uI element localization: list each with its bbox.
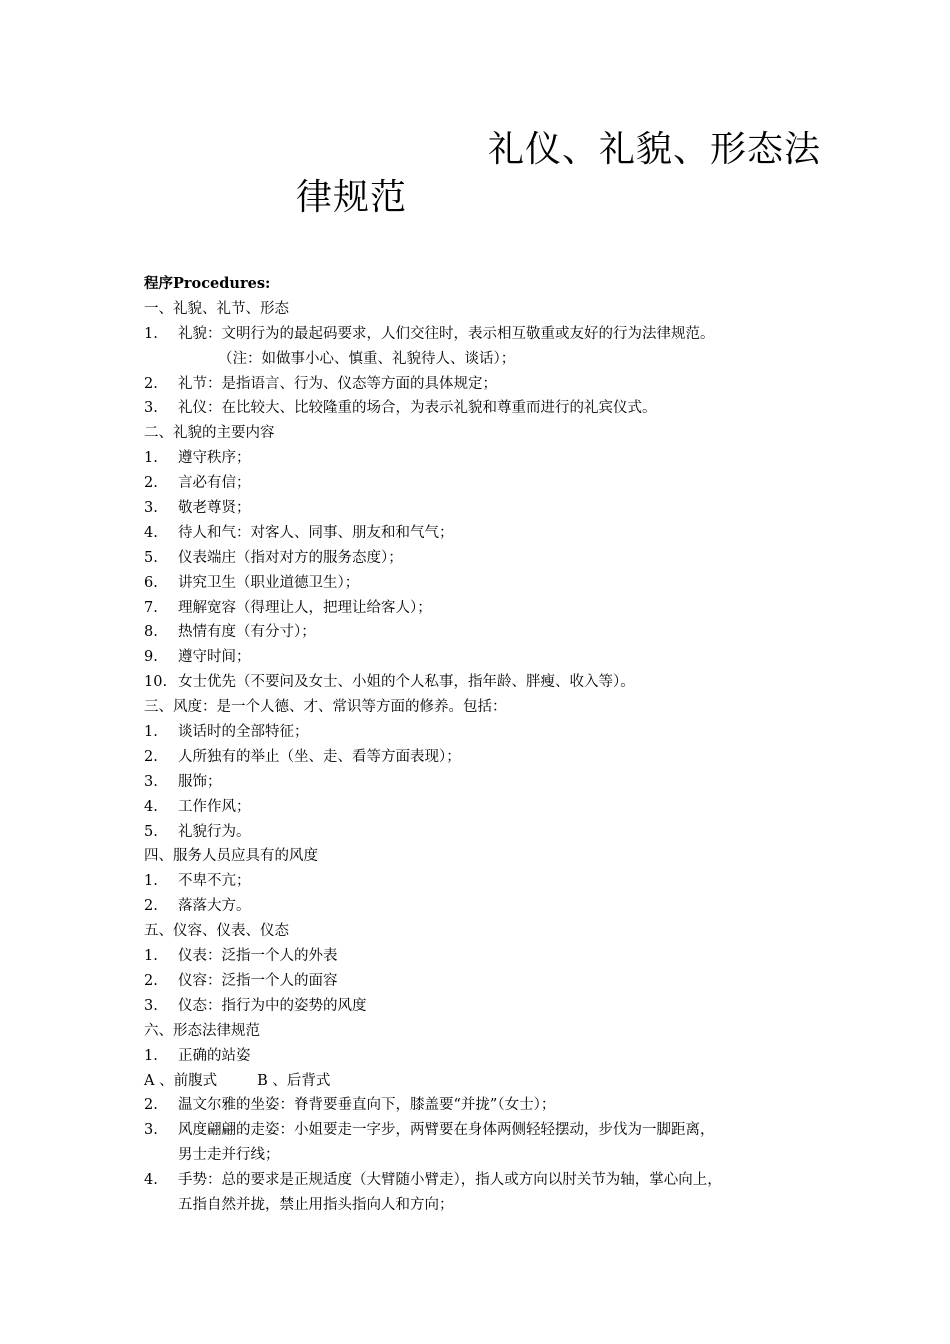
item-text: 遵守秩序； [178,450,251,467]
option-a: A 、前腹式 [144,1072,218,1089]
item-number: 2. [144,748,158,765]
item-number: 7. [144,599,158,616]
item-number: 2. [144,1097,158,1114]
item-text: 讲究卫生（职业道德卫生）； [178,574,360,591]
list-item [144,546,834,571]
item-number: 1. [144,873,158,890]
item-number: 10. [144,674,168,691]
list-item [144,446,834,471]
item-continuation: 男士走并行线； [178,1147,280,1164]
item-text: 人所独有的举止（坐、走、看等方面表现）； [178,748,461,765]
item-number: 3. [144,400,158,417]
item-number: 2. [144,375,158,392]
section-heading: 六、形态法律规范 [144,1022,260,1039]
list-item [144,645,834,670]
list-item [144,795,834,820]
item-text: 仪态：指行为中的姿势的风度 [178,997,367,1014]
item-number: 3. [144,997,158,1014]
item-number: 4. [144,798,158,815]
section-heading: 三、风度：是一个人德、才、常识等方面的修养。包括： [144,699,507,716]
item-text: 谈话时的全部特征； [178,724,309,741]
list-item [144,745,834,770]
item-note: （注：如做事小心、慎重、礼貌待人、谈话）； [218,350,516,367]
list-item [144,944,834,969]
item-number: 9. [144,649,158,666]
document-body [144,272,834,1218]
list-item [144,496,834,521]
item-number: 8. [144,624,158,641]
list-item [144,596,834,621]
item-text: 仪表端庄（指对对方的服务态度）； [178,549,403,566]
section-heading: 五、仪容、仪表、仪态 [144,923,289,940]
item-number: 1. [144,724,158,741]
list-item [144,322,834,347]
list-item [144,396,834,421]
item-text: 理解宽容（得理让人，把理让给客人）； [178,599,432,616]
item-text: 敬老尊贤； [178,500,251,517]
list-item [144,620,834,645]
item-text: 不卑不亢； [178,873,251,890]
item-text: 礼节：是指语言、行为、仪态等方面的具体规定； [178,375,497,392]
item-text: 热情有度（有分寸）； [178,624,316,641]
list-item [144,894,834,919]
item-text: 风度翩翩的走姿：小姐要走一字步，两臂要在身体两侧轻轻摆动，步伐为一脚距离， [178,1122,715,1139]
item-text: 礼貌：文明行为的最起码要求，人们交往时，表示相互敬重或友好的行为法律规范。 [178,325,715,342]
item-text: 言必有信； [178,475,251,492]
section-heading: 一、礼貌、礼节、形态 [144,300,289,317]
item-continuation: 五指自然并拢，禁止用指头指向人和方向； [178,1196,454,1213]
list-item [144,820,834,845]
item-text: 女士优先（不要问及女士、小姐的个人私事，指年龄、胖瘦、收入等）。 [178,674,635,691]
item-text: 手势：总的要求是正规适度（大臂随小臂走），指人或方向以肘关节为轴，掌心向上， [178,1172,722,1189]
item-number: 4. [144,524,158,541]
document-title-line-1: 礼仪、礼貌、形态法 [488,129,822,170]
item-text: 遵守时间； [178,649,251,666]
item-number: 5. [144,823,158,840]
list-item [144,372,834,397]
item-text: 礼貌行为。 [178,823,251,840]
list-item [144,969,834,994]
item-number: 1. [144,948,158,965]
item-number: 2. [144,972,158,989]
list-item [144,1044,834,1069]
item-text: 正确的站姿 [178,1047,251,1064]
list-item [144,471,834,496]
list-item [144,1093,834,1118]
list-item [144,994,834,1019]
list-item [144,521,834,546]
list-item [144,770,834,795]
item-number: 3. [144,773,158,790]
list-item [144,571,834,596]
item-text: 礼仪：在比较大、比较隆重的场合，为表示礼貌和尊重而进行的礼宾仪式。 [178,400,657,417]
item-text: 温文尔雅的坐姿：脊背要垂直向下，膝盖要“并拢”（女士）； [178,1097,556,1114]
list-item [144,670,834,695]
item-number: 1. [144,450,158,467]
list-item [144,720,834,745]
item-number: 5. [144,549,158,566]
list-item [144,1168,834,1193]
item-number: 1. [144,325,158,342]
item-number: 4. [144,1172,158,1189]
item-text: 仪表：泛指一个人的外表 [178,948,338,965]
item-number: 2. [144,898,158,915]
procedures-heading: 程序Procedures: [144,275,271,292]
option-b: B 、后背式 [257,1072,331,1089]
section-heading: 四、服务人员应具有的风度 [144,848,318,865]
item-text: 仪容：泛指一个人的面容 [178,972,338,989]
list-item [144,1118,834,1143]
document-title-line-2: 律规范 [296,177,408,218]
item-number: 3. [144,1122,158,1139]
item-text: 落落大方。 [178,898,251,915]
item-number: 3. [144,500,158,517]
list-item [144,869,834,894]
item-number: 1. [144,1047,158,1064]
sub-options [144,1069,834,1094]
item-text: 服饰； [178,773,222,790]
item-text: 待人和气：对客人、同事、朋友和和气气； [178,524,454,541]
item-text: 工作作风； [178,798,251,815]
item-number: 2. [144,475,158,492]
section-heading: 二、礼貌的主要内容 [144,425,275,442]
item-number: 6. [144,574,158,591]
